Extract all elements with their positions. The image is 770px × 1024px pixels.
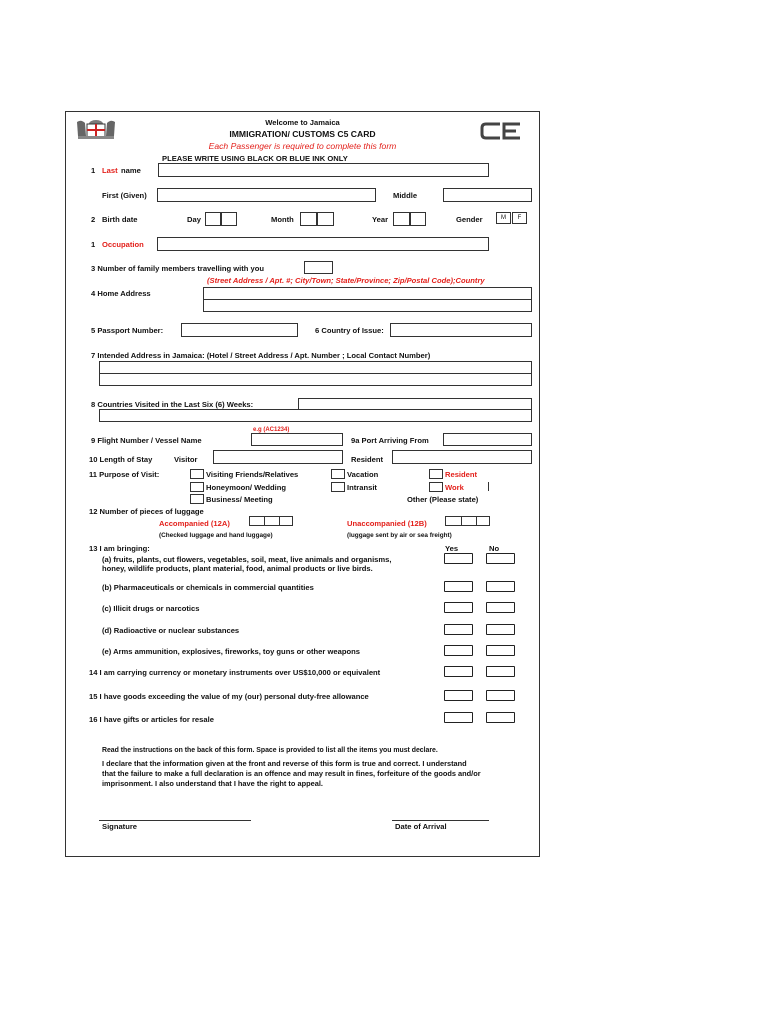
q13e-text: (e) Arms ammunition, explosives, fireworks, toy guns or other weapons [102, 647, 360, 656]
q14-yes-checkbox[interactable] [444, 666, 473, 677]
resident-purpose-label: Resident [445, 470, 478, 479]
family-members-input[interactable] [304, 261, 333, 274]
date-of-arrival-line[interactable] [392, 820, 489, 821]
flight-example-hint: e.g (AC1234) [253, 427, 290, 433]
country-of-issue-label: 6 Country of Issue: [315, 326, 384, 335]
declaration-line-2: that the failure to make a full declaration is an offence and may result in fines, forfeiture of the goods and/or [102, 769, 481, 778]
q15-yes-checkbox[interactable] [444, 690, 473, 701]
visitor-label: Visitor [174, 455, 198, 464]
no-column-header: No [489, 544, 500, 553]
unaccompanied-divider-2 [476, 517, 477, 525]
declaration-line-1: I declare that the information given at the front and reverse of this form is true and correct. I understand [102, 759, 467, 768]
vacation-checkbox[interactable] [331, 469, 345, 479]
q13b-no-checkbox[interactable] [486, 581, 515, 592]
q13c-no-checkbox[interactable] [486, 602, 515, 613]
address-format-hint: (Street Address / Apt. #; City/Town; State/Province; Zip/Postal Code);Country [207, 276, 485, 285]
q13d-yes-checkbox[interactable] [444, 624, 473, 635]
luggage-label: 12 Number of pieces of luggage [89, 507, 204, 516]
year-input-1[interactable] [393, 212, 410, 226]
honeymoon-checkbox[interactable] [190, 482, 204, 492]
occupation-input[interactable] [157, 237, 489, 251]
bringing-label: 13 I am bringing: [89, 544, 150, 553]
yes-column-header: Yes [445, 544, 459, 553]
unaccompanied-divider-1 [461, 517, 462, 525]
port-arriving-input[interactable] [443, 433, 532, 446]
q13a-yes-checkbox[interactable] [444, 553, 473, 564]
countries-visited-label: 8 Countries Visited in the Last Six (6) Weeks: [91, 400, 254, 409]
home-address-label: 4 Home Address [91, 289, 151, 298]
work-divider [488, 482, 489, 491]
q15-no-checkbox[interactable] [486, 690, 515, 701]
intended-address-label: 7 Intended Address in Jamaica: (Hotel / Street Address / Apt. Number ; Local Contact Number) [91, 351, 431, 360]
resident-stay-label: Resident [351, 455, 384, 464]
form-title: IMMIGRATION/ CUSTOMS C5 CARD [229, 129, 376, 139]
year-input-2[interactable] [410, 212, 426, 226]
passport-number-label: 5 Passport Number: [91, 326, 164, 335]
middle-name-input[interactable] [443, 188, 532, 202]
signature-label: Signature [102, 822, 138, 831]
q13e-no-checkbox[interactable] [486, 645, 515, 656]
day-label: Day [187, 215, 201, 224]
first-name-label: First (Given) [102, 191, 147, 200]
first-name-input[interactable] [157, 188, 376, 202]
accompanied-label: Accompanied (12A) [159, 519, 230, 528]
vfr-checkbox[interactable] [190, 469, 204, 479]
intended-address-input-2[interactable] [99, 373, 532, 386]
q13d-text: (d) Radioactive or nuclear substances [102, 626, 240, 635]
q13a-text-line2: honey, wildlife products, plant material, food, animal products or live birds. [102, 564, 373, 573]
q13b-yes-checkbox[interactable] [444, 581, 473, 592]
gender-f-checkbox[interactable]: F [512, 212, 527, 224]
accompanied-divider-1 [264, 517, 265, 525]
q14-no-checkbox[interactable] [486, 666, 515, 677]
date-of-arrival-label: Date of Arrival [395, 822, 447, 831]
signature-line[interactable] [99, 820, 251, 821]
declaration-line-3: imprisonment. I also understand that I have the right to appeal. [102, 779, 323, 788]
q13c-yes-checkbox[interactable] [444, 602, 473, 613]
accompanied-divider-2 [279, 517, 280, 525]
purpose-of-visit-label: 11 Purpose of Visit: [89, 470, 160, 479]
q16-no-checkbox[interactable] [486, 712, 515, 723]
unaccompanied-pieces-input[interactable] [445, 516, 490, 526]
last-label: Last [102, 166, 118, 175]
business-checkbox[interactable] [190, 494, 204, 504]
intransit-checkbox[interactable] [331, 482, 345, 492]
honeymoon-label: Honeymoon/ Wedding [206, 483, 287, 492]
q2-number: 2 [91, 215, 96, 224]
month-input-1[interactable] [300, 212, 317, 226]
countries-visited-input-2[interactable] [99, 409, 532, 422]
vfr-label: Visiting Friends/Relatives [206, 470, 299, 479]
accompanied-note: (Checked luggage and hand luggage) [159, 532, 273, 539]
occupation-number: 1 [91, 240, 96, 249]
flight-number-input[interactable] [251, 433, 343, 446]
accompanied-pieces-input[interactable] [249, 516, 293, 526]
welcome-text: Welcome to Jamaica [265, 118, 340, 127]
ink-instruction: PLEASE WRITE USING BLACK OR BLUE INK ONLY [162, 154, 348, 163]
day-input-1[interactable] [205, 212, 221, 226]
middle-name-label: Middle [393, 191, 418, 200]
q13b-text: (b) Pharmaceuticals or chemicals in commercial quantities [102, 583, 314, 592]
q1-number: 1 [91, 166, 96, 175]
day-input-2[interactable] [221, 212, 237, 226]
work-label: Work [445, 483, 464, 492]
q13a-no-checkbox[interactable] [486, 553, 515, 564]
month-label: Month [271, 215, 294, 224]
q13a-text-line1: (a) fruits, plants, cut flowers, vegetables, soil, meat, live animals and organisms, [102, 555, 392, 564]
country-of-issue-input[interactable] [390, 323, 532, 337]
q14-text: 14 I am carrying currency or monetary instruments over US$10,000 or equivalent [89, 668, 381, 677]
q13c-text: (c) Illicit drugs or narcotics [102, 604, 200, 613]
q16-yes-checkbox[interactable] [444, 712, 473, 723]
q13e-yes-checkbox[interactable] [444, 645, 473, 656]
unaccompanied-label: Unaccompanied (12B) [347, 519, 427, 528]
home-address-input-2[interactable] [203, 299, 532, 312]
name-label: name [121, 166, 141, 175]
q15-text: 15 I have goods exceeding the value of my (our) personal duty-free allowance [89, 692, 369, 701]
port-arriving-label: 9a Port Arriving From [351, 436, 429, 445]
declaration-instructions: Read the instructions on the back of this form. Space is provided to list all the items you must declare. [102, 747, 438, 754]
resident-purpose-checkbox[interactable] [429, 469, 443, 479]
q13d-no-checkbox[interactable] [486, 624, 515, 635]
other-purpose-label: Other (Please state) [407, 495, 479, 504]
gender-label: Gender [456, 215, 483, 224]
form-subtitle: Each Passenger is required to complete this form [208, 141, 397, 151]
length-of-stay-label: 10 Length of Stay [89, 455, 153, 464]
vacation-label: Vacation [347, 470, 379, 479]
passport-number-input[interactable] [181, 323, 298, 337]
birth-date-label: Birth date [102, 215, 138, 224]
month-input-2[interactable] [317, 212, 334, 226]
work-checkbox[interactable] [429, 482, 443, 492]
unaccompanied-note: (luggage sent by air or sea freight) [347, 532, 452, 539]
family-members-label: 3 Number of family members travelling with you [91, 264, 265, 273]
q16-text: 16 I have gifts or articles for resale [89, 715, 214, 724]
year-label: Year [372, 215, 389, 224]
last-name-input[interactable] [158, 163, 489, 177]
business-label: Business/ Meeting [206, 495, 273, 504]
visitor-stay-input[interactable] [213, 450, 343, 464]
occupation-label: Occupation [102, 240, 144, 249]
resident-stay-input[interactable] [392, 450, 532, 464]
flight-number-label: 9 Flight Number / Vessel Name [91, 436, 202, 445]
gender-m-checkbox[interactable]: M [496, 212, 511, 224]
intransit-label: Intransit [347, 483, 377, 492]
